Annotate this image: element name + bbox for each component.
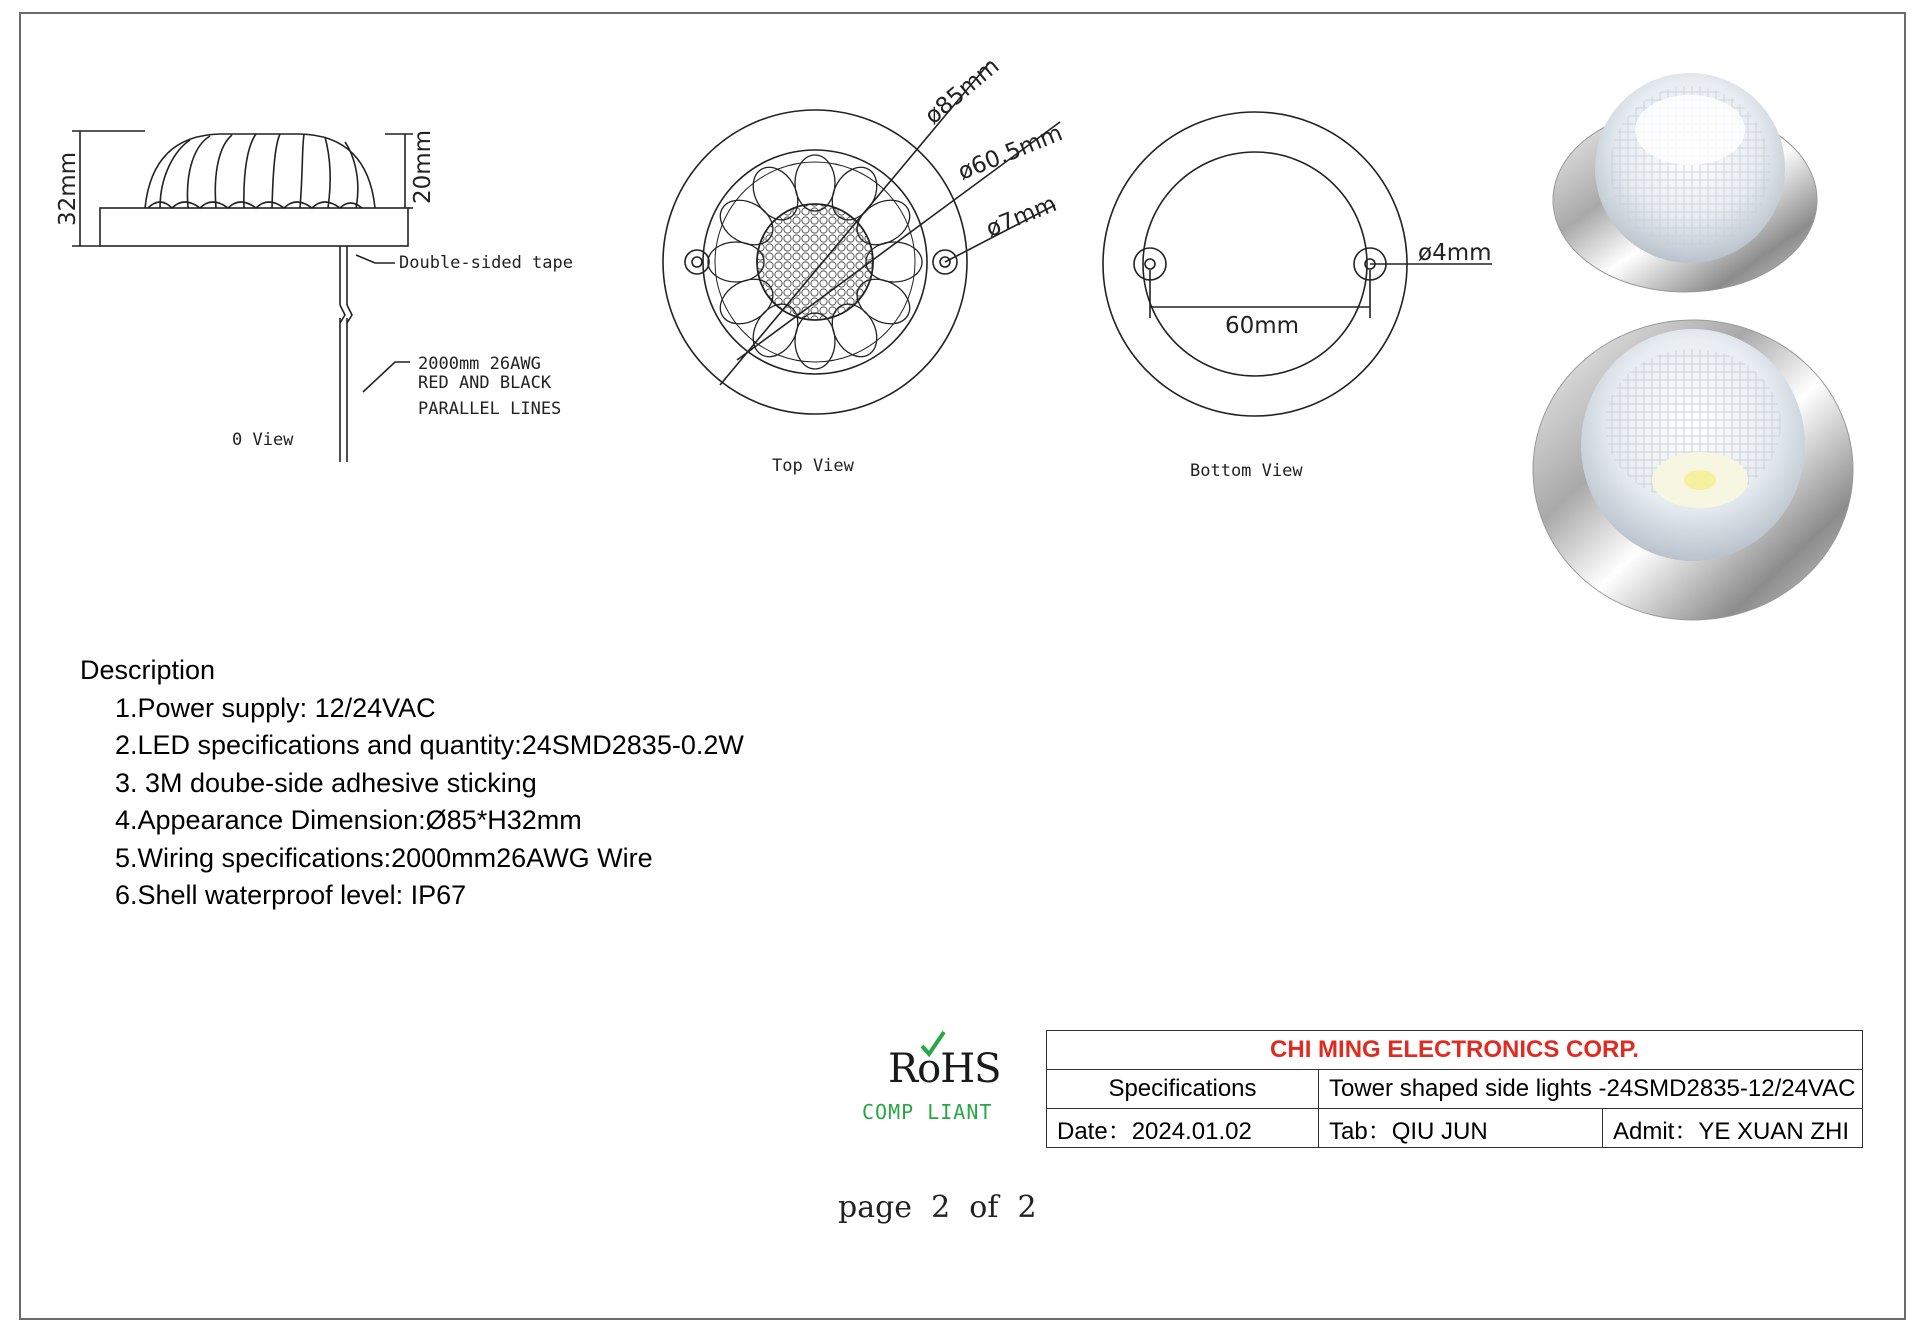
title-block — [1046, 1030, 1863, 1148]
tab-cell: Tab：QIU JUN — [1319, 1109, 1603, 1148]
side-view — [72, 131, 413, 462]
page-number: page 2 of 2 — [838, 1190, 1037, 1225]
rohs-mark: RoHS — [888, 1046, 1001, 1092]
spec-label: Specifications — [1047, 1070, 1319, 1109]
rohs-logo — [858, 1028, 1008, 1138]
rohs-compliant: COMP LIANT — [862, 1100, 993, 1124]
description-heading: Description — [80, 655, 216, 685]
admit-cell: Admit：YE XUAN ZHI — [1603, 1109, 1863, 1148]
wire-label-3: PARALLEL LINES — [418, 399, 562, 419]
bottom-hole-dia: ø4mm — [1418, 240, 1492, 266]
bottom-view-label: Bottom View — [1190, 461, 1303, 481]
side-height-total: 32mm — [55, 151, 81, 226]
product-photo-bottom — [1533, 320, 1853, 620]
company-name: CHI MING ELECTRONICS CORP. — [1047, 1031, 1863, 1070]
description-item: 3. 3M doube-side adhesive sticking — [115, 767, 537, 798]
description-item: 2.LED specifications and quantity:24SMD2835-0.2W — [115, 730, 744, 760]
side-height-dome: 20mm — [410, 129, 436, 204]
product-photo-top — [1553, 73, 1817, 292]
date-cell: Date：2024.01.02 — [1047, 1109, 1319, 1148]
description-item: 5.Wiring specifications:2000mm26AWG Wire — [115, 842, 653, 873]
description-list — [80, 690, 744, 915]
description-block — [80, 652, 744, 915]
tape-label: Double-sided tape — [399, 253, 573, 273]
description-item: 4.Appearance Dimension:Ø85*H32mm — [115, 805, 582, 835]
top-view-label: Top View — [772, 456, 854, 476]
top-dia-hole: ø7mm — [982, 190, 1061, 243]
bottom-spacing: 60mm — [1225, 313, 1300, 339]
top-dia-outer: ø85mm — [920, 53, 1005, 130]
wire-label-2: RED AND BLACK — [418, 373, 552, 393]
description-item: 6.Shell waterproof level: IP67 — [115, 880, 467, 910]
spec-value: Tower shaped side lights -24SMD2835-12/24VAC — [1319, 1070, 1863, 1109]
technical-drawing — [0, 0, 1920, 640]
side-view-label: 0 View — [232, 430, 294, 450]
top-dia-inner: ø60.5mm — [954, 120, 1067, 186]
description-item: 1.Power supply: 12/24VAC — [115, 692, 436, 723]
wire-label-1: 2000mm 26AWG — [418, 354, 541, 374]
